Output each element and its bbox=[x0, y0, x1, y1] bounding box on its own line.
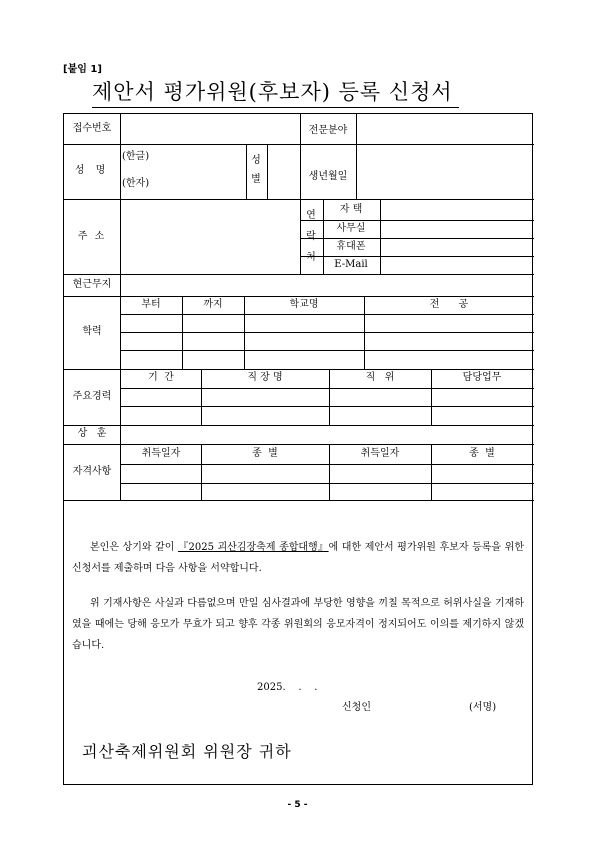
row-line bbox=[120, 406, 534, 407]
col-line bbox=[244, 296, 245, 369]
applicant-label: 신청인 bbox=[342, 702, 371, 713]
contact-email-label: E-Mail bbox=[334, 259, 368, 270]
qualification-header: 취득일자 bbox=[360, 448, 400, 459]
name-label: 성 명 bbox=[74, 165, 110, 176]
contact-home-label: 자 택 bbox=[339, 204, 363, 215]
row-line bbox=[64, 425, 534, 426]
contact-label: 연 bbox=[306, 210, 316, 221]
row-line bbox=[64, 274, 534, 275]
signature-label: (서명) bbox=[469, 702, 497, 713]
col-line bbox=[380, 199, 381, 274]
col-line bbox=[246, 144, 247, 199]
career-header: 직 위 bbox=[365, 372, 395, 383]
col-line bbox=[323, 199, 324, 274]
current-job-label: 현근무지 bbox=[72, 279, 112, 290]
attachment-label: [붙임 1] bbox=[63, 64, 102, 75]
gender-label: 성 bbox=[251, 155, 261, 166]
career-header: 직 장 명 bbox=[247, 372, 283, 383]
col-line bbox=[201, 444, 202, 500]
col-line bbox=[431, 444, 432, 500]
contact-office-label: 사무실 bbox=[336, 223, 366, 234]
education-label: 학력 bbox=[82, 326, 102, 337]
awards-label: 상 훈 bbox=[77, 428, 107, 439]
career-label: 주요경력 bbox=[72, 391, 112, 402]
col-line bbox=[300, 114, 301, 274]
col-line bbox=[431, 369, 432, 425]
contact-mobile-label: 휴대폰 bbox=[336, 241, 366, 252]
career-header: 기 간 bbox=[148, 372, 174, 383]
career-header: 담당업무 bbox=[462, 372, 502, 383]
row-line bbox=[64, 444, 534, 445]
row-line bbox=[120, 464, 534, 465]
receipt-number-label: 접수번호 bbox=[72, 123, 112, 134]
name-korean-label: (한글) bbox=[122, 151, 150, 162]
page-number: - 5 - bbox=[287, 800, 308, 810]
row-line bbox=[64, 144, 534, 145]
qualification-header: 취득일자 bbox=[141, 448, 181, 459]
row-line bbox=[120, 483, 534, 484]
education-header: 학교명 bbox=[289, 299, 319, 310]
qualification-header: 종 별 bbox=[252, 448, 278, 459]
row-line bbox=[120, 388, 534, 389]
contact-label: 락 bbox=[306, 231, 316, 242]
addressee: 괴산축제위원회 위원장 귀하 bbox=[82, 742, 292, 761]
education-header: 전 공 bbox=[429, 299, 469, 310]
col-line bbox=[201, 369, 202, 425]
row-line bbox=[300, 238, 534, 239]
row-line bbox=[64, 369, 534, 370]
contact-label: 처 bbox=[306, 252, 316, 263]
education-header: 부터 bbox=[141, 299, 161, 310]
event-name: 『2025 괴산김장축제 종합대행』 bbox=[178, 542, 329, 553]
name-hanja-label: (한자) bbox=[122, 178, 150, 189]
declaration-paragraph: 본인은 상기와 같이 『2025 괴산김장축제 종합대행』에 대한 제안서 평가위원 후보자 등록을 위한 신청서를 제출하며 다음 사항을 서약합니다. bbox=[72, 542, 524, 574]
education-header: 까지 bbox=[203, 299, 223, 310]
col-line bbox=[182, 296, 183, 369]
row-line bbox=[300, 256, 534, 257]
gender-label: 별 bbox=[251, 174, 261, 185]
birth-date-label: 생년월일 bbox=[308, 171, 348, 182]
application-form bbox=[63, 113, 533, 785]
address-label: 주 소 bbox=[77, 231, 107, 242]
form-title: 제안서 평가위원(후보자) 등록 신청서 bbox=[92, 76, 459, 108]
qualifications-label: 자격사항 bbox=[72, 466, 112, 477]
row-line bbox=[64, 296, 534, 297]
application-date: 2025. . . bbox=[257, 682, 318, 693]
col-line bbox=[120, 114, 121, 500]
row-line bbox=[300, 220, 534, 221]
col-line bbox=[364, 296, 365, 369]
row-line bbox=[64, 500, 534, 501]
pledge-paragraph: 위 기재사항은 사실과 다름없으며 만일 심사결과에 부당한 영향을 끼칠 목적으로 허위사실을 기재하였을 때에는 당해 응모가 무효가 되고 향후 각종 위원회의 응모자격이 정지되어도 이의를 제기하지 않겠습니다. bbox=[72, 598, 524, 651]
col-line bbox=[267, 144, 268, 199]
qualification-header: 종 별 bbox=[469, 448, 495, 459]
col-line bbox=[329, 369, 330, 425]
row-line bbox=[64, 199, 534, 200]
specialty-label: 전문분야 bbox=[308, 125, 348, 136]
col-line bbox=[356, 114, 357, 199]
col-line bbox=[329, 444, 330, 500]
